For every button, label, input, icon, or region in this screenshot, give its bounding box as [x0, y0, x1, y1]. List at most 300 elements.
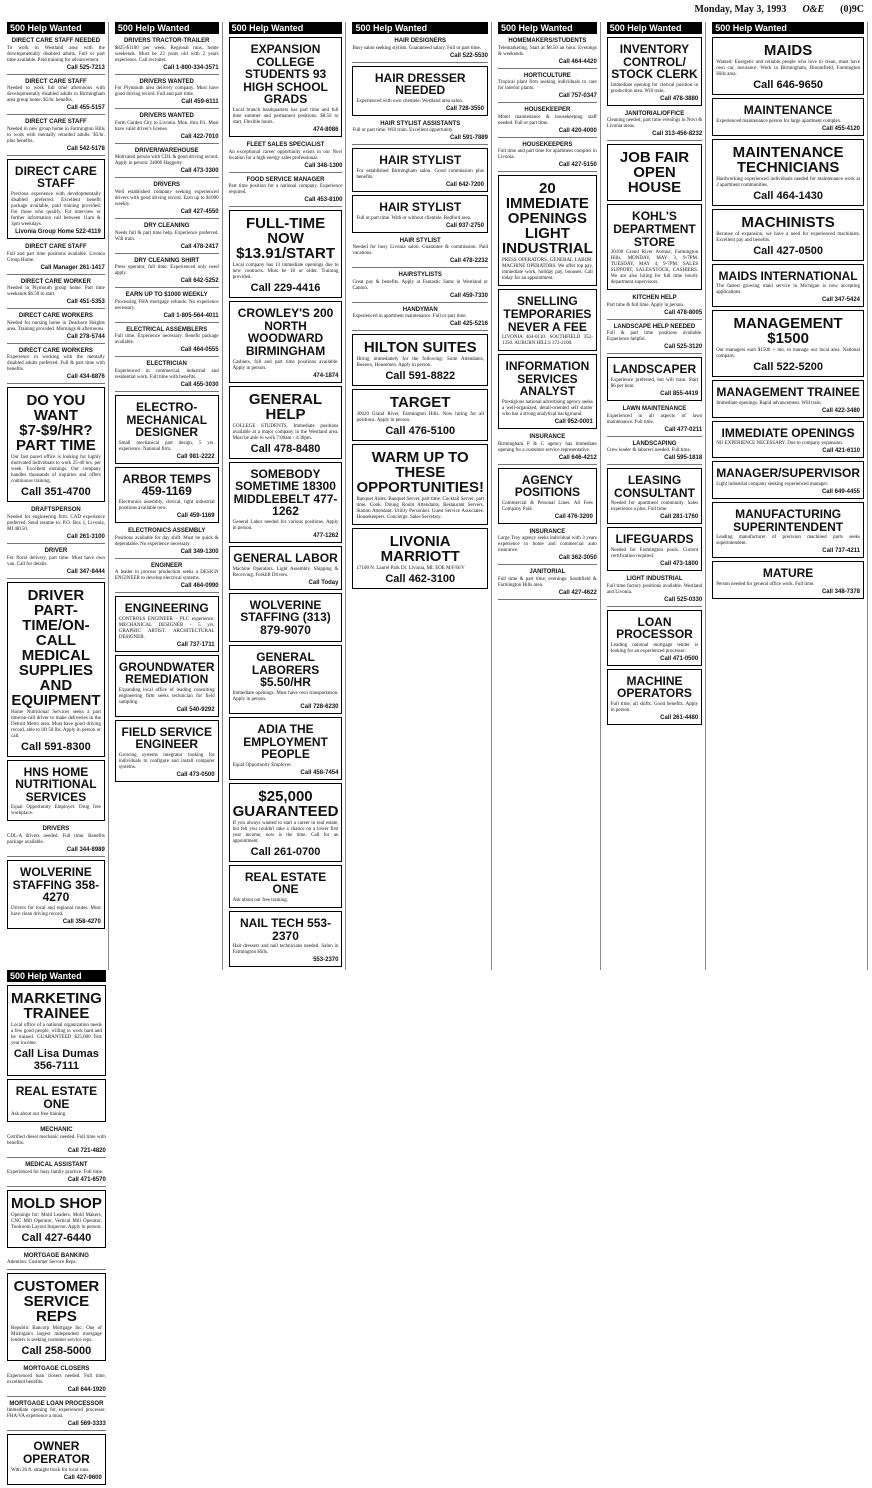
ad-title: MAINTENANCE TECHNICIANS — [732, 143, 844, 176]
ad-title: KITCHEN HELP — [632, 295, 677, 302]
ad-title: HAIR STYLIST — [399, 237, 441, 244]
classified-ad — [712, 461, 864, 499]
classified-ad — [7, 311, 105, 344]
ad-body: Local office of a national organization needs a few good people, willing to work hard and be trained. GUARANTEED $25,000 first year income. — [11, 1023, 102, 1047]
ad-title: DRIVER PART-TIME/ON-CALL MEDICAL SUPPLIES AND EQUIPMENT — [11, 586, 101, 709]
classified-ad — [7, 582, 105, 757]
classified-ad — [607, 37, 702, 106]
classified-ad — [498, 140, 597, 173]
classified-ad — [607, 610, 702, 666]
ad-phone: Call 522-5530 — [449, 52, 488, 59]
ad-phone: Call 347-5424 — [821, 297, 860, 304]
ad-title: LIFEGUARDS — [615, 532, 694, 547]
classified-ad — [115, 111, 219, 144]
classified-ad — [7, 117, 105, 156]
ad-body: Experienced with own clientele. Westland area salon. — [356, 98, 464, 104]
classified-ad — [7, 387, 105, 502]
classified-ad — [712, 421, 864, 459]
ad-body: For floral delivery, part time. Must have own van. Call for details. — [7, 555, 105, 567]
classified-ad — [7, 505, 105, 544]
ad-phone: Call 478-2417 — [180, 243, 219, 250]
classified-ad — [229, 593, 343, 643]
ad-title: FLEET SALES SPECIALIST — [246, 141, 325, 148]
classified-ad — [352, 236, 488, 269]
ad-phone: Call 261-0700 — [250, 845, 321, 858]
ad-body: Electronics assembly, clerical, light industrial positions available now. — [118, 499, 215, 511]
ad-title: DRIVERS WANTED — [139, 78, 194, 85]
ad-phone: Call 421-6110 — [822, 448, 860, 455]
ad-phone: Call 937-2750 — [445, 222, 484, 229]
ad-title: LANDSCAPING — [632, 440, 677, 447]
classified-ad — [115, 146, 219, 179]
ad-phone: Call 459-1169 — [176, 512, 215, 519]
classified-ad — [229, 386, 343, 459]
section-header: 500 Help Wanted — [115, 22, 219, 34]
ad-title: MACHINISTS — [741, 213, 835, 231]
classified-ad — [607, 144, 702, 201]
classified-ad — [352, 444, 488, 525]
ad-body: Prestigious national advertising agency seeks a well-organized, detail-oriented self starter who has a strong analytical background. — [501, 399, 593, 417]
ad-title: ADIA THE EMPLOYMENT PEOPLE — [243, 722, 328, 762]
ad-title: DRIVERS — [153, 182, 181, 189]
ad-phone: Call 344-8989 — [66, 846, 105, 853]
classified-ad — [352, 148, 488, 192]
ad-title: INSURANCE — [529, 433, 566, 440]
ad-title: MANAGER/SUPERVISOR — [716, 466, 860, 481]
ad-phone: Call 459-6111 — [181, 99, 219, 106]
ad-body: Needed for busy Livonia salon. Guarantee & commission. Paid vacations. — [352, 245, 488, 257]
classified-ad — [352, 305, 488, 332]
ad-body: Experience preferred, but will train. Start $6 per hour. — [610, 377, 699, 389]
ad-body: Processing FHA mortgage refunds. No experience necessary. — [114, 299, 219, 311]
ad-body: Drivers for local and regional routes. Must have clean driving record. — [11, 905, 101, 917]
classified-ad — [115, 256, 219, 289]
classified-ad — [352, 389, 488, 441]
ad-title: FULL-TIME NOW $13.91/START — [236, 215, 335, 263]
ad-body: Ask about our free training. — [232, 898, 289, 904]
classified-ad — [7, 1399, 106, 1432]
ad-body: Full time & part time, evenings. Southfield & Farmington Hills area. — [497, 576, 597, 588]
classified-ad — [7, 1160, 106, 1187]
ad-phone: Call 981-2222 — [176, 453, 215, 460]
classified-ad — [7, 242, 105, 275]
ad-body: Full or part time. Will train. Excellent opportunity. — [352, 128, 454, 134]
classified-ad — [498, 175, 597, 286]
ad-phone: Call 642-5252 — [180, 278, 219, 285]
publication-name: O&E — [802, 4, 825, 15]
ad-phone: Call 569-3333 — [67, 1421, 106, 1428]
ad-title: MEDICAL ASSISTANT — [25, 1162, 88, 1168]
page-number: (0)9C — [840, 4, 864, 15]
ad-body: For established Birmingham salon. Good commission plus benefits. — [356, 168, 484, 180]
classified-ad — [7, 760, 105, 822]
ad-title: HORTICULTURE — [523, 72, 571, 79]
ad-body: Previous experience with developmentally disabled preferred. Excellent benefit package available, paid training provided. For those who qualify. For interview or further information call between 11am & 3pm weekdays. — [11, 191, 101, 227]
column — [226, 22, 347, 970]
classified-ad — [115, 221, 219, 254]
ad-phone: Call 281-1760 — [660, 514, 699, 521]
classified-ad — [607, 293, 702, 320]
ad-phone: Call 540-9292 — [176, 706, 215, 713]
classified-ad — [7, 1125, 106, 1158]
ad-body: Part time position for a national company. Experience required. — [228, 184, 343, 196]
ad-title: AGENCY POSITIONS — [514, 472, 581, 500]
classified-ad — [498, 567, 597, 600]
ad-body: Equal Opportunity Employer. — [232, 762, 292, 768]
classified-ad — [712, 502, 864, 558]
ad-title: MOLD SHOP — [11, 1194, 102, 1212]
column — [349, 22, 492, 970]
ad-body: If you always wanted to start a career in real estate, but felt you couldn't take a chance on a lower first year income, now is the time. Call for an appointment. — [232, 820, 339, 844]
ad-body: Great pay & benefits. Apply at Fantastic Sams in Westland or Canton. — [352, 279, 488, 291]
ad-title: LANDSCAPER — [612, 362, 697, 377]
ad-phone: Call 525-0330 — [664, 596, 703, 603]
ad-phone: Call 347-8444 — [66, 568, 105, 575]
ad-phone: Call 464-4420 — [558, 58, 597, 65]
ad-body: Full and part time positions available. Livonia Group Home. — [7, 251, 105, 263]
classified-ad — [115, 180, 219, 219]
ad-phone: Call 351-4700 — [21, 486, 91, 499]
ad-phone: Call 642-7200 — [445, 181, 484, 188]
ad-phone: Call 473-3300 — [180, 168, 219, 175]
ad-title: LIVONIA MARRIOTT — [380, 533, 460, 566]
ad-phone: Call 464-1430 — [753, 189, 823, 202]
ad-title: DIRECT CARE WORKER — [20, 278, 91, 285]
classified-ad — [229, 717, 343, 780]
ad-title: MORTGAGE CLOSERS — [23, 1366, 90, 1373]
ad-phone: Call 471-6570 — [67, 1176, 106, 1183]
classified-ad — [352, 66, 488, 116]
ad-phone: Call 478-8480 — [250, 442, 321, 455]
classified-ad — [115, 290, 219, 323]
ad-title: CROWLEY'S 200 NORTH WOODWARD BIRMINGHAM — [237, 306, 334, 358]
ad-title: MANUFACTURING SUPERINTENDENT — [733, 506, 844, 534]
ad-body: Local branch headquarters has part time and full time summer and permanent positions. $8.50 to start. Flexible hours. — [232, 107, 339, 125]
ad-title: DIRECT CARE STAFF — [25, 119, 87, 126]
ad-body: Part time & full time. Apply in person. — [606, 302, 685, 308]
classified-ad — [115, 526, 219, 559]
ad-title: LANDSCAPE HELP NEEDED — [613, 323, 696, 330]
ad-body: Commercial & Personal Lines. All Fees Company Paid. — [501, 500, 593, 512]
ad-phone: Call 478-3880 — [660, 95, 699, 102]
classified-ad — [7, 1273, 106, 1361]
classified-ad — [607, 669, 702, 725]
ad-title: MAIDS — [763, 42, 813, 59]
ad-title: NAIL TECH 553-2370 — [239, 916, 332, 943]
classified-ad — [229, 140, 343, 173]
classified-ad — [498, 71, 597, 104]
classified-ad — [229, 546, 343, 590]
ad-phone: Call 591-8300 — [21, 740, 91, 753]
classified-ad — [712, 310, 864, 377]
ad-title: JANITORIAL — [529, 569, 566, 576]
ad-phone: Call 453-8100 — [304, 197, 343, 204]
ad-title: GROUNDWATER REMEDIATION — [118, 659, 215, 687]
ad-body: Cleaning needed, part time evenings in Novi & Livonia areas. — [606, 118, 703, 130]
classified-ad — [607, 527, 702, 571]
ad-body: Light industrial company seeking experienced manager. — [716, 481, 829, 487]
ad-body: Tropical plant firm seeking individuals to care for interior plants. — [497, 80, 597, 92]
ad-body: 30100 Grand River Avenue, Farmington Hills. MONDAY, MAY 3, 9-7PM. TUESDAY, MAY 4, 9-7PM. SALES SUPPORT, SALES/STOCK, CASHIERS. We are also hiring for full time hourly department supervisors. — [610, 250, 699, 286]
section-header: 500 Help Wanted — [498, 22, 597, 34]
classified-ad — [352, 334, 488, 386]
classified-ad — [115, 36, 219, 75]
ad-body: Hair dressers and nail technicians needed. Salon in Farmington Hills. — [232, 944, 339, 956]
ad-phone: Call 728-6230 — [300, 704, 339, 711]
classified-ad — [7, 36, 105, 75]
ad-body: NO EXPERIENCE NECESSARY. Due to company expansion. — [716, 441, 844, 447]
ad-phone: Call 855-4419 — [660, 390, 699, 397]
ad-phone: Call 952-0001 — [554, 418, 593, 425]
ad-title: ENGINEERING — [124, 601, 209, 616]
ad-body: Leading manufacturer of precision machined parts seeks superintendent. — [716, 535, 860, 547]
ad-phone: Call 455-3030 — [180, 381, 219, 388]
ad-title: ELECTRICIAN — [146, 361, 187, 368]
ad-phone: Call 649-4455 — [821, 488, 860, 495]
section-header: 500 Help Wanted — [352, 22, 488, 34]
ad-phone: Call 261-4480 — [660, 714, 699, 721]
ad-title: DRIVER — [44, 547, 68, 554]
ad-body: Experienced loan closers needed. Full time, excellent benefits. — [7, 1373, 106, 1385]
ad-phone: Call 455-4120 — [821, 125, 860, 132]
ad-body: Well established company seeking experienced drivers with good driving record. Earn up to $1000 weekly. — [114, 189, 219, 207]
ad-phone: Call 1-800-334-3571 — [163, 64, 219, 71]
classified-ad — [712, 561, 864, 599]
ad-body: Needed for apartment community. Sales experience a plus. Full time. — [610, 501, 699, 513]
ad-phone: Call 459-7330 — [449, 292, 488, 299]
ad-phone: Call 595-1818 — [664, 455, 703, 462]
ad-title: ELECTRONICS ASSEMBLY — [128, 527, 206, 534]
ad-phone: Call 458-7454 — [300, 769, 339, 776]
section-header: 500 Help Wanted — [229, 22, 343, 34]
ad-phone: Call 476-5100 — [385, 425, 456, 438]
ad-title: DO YOU WANT $7-$9/HR? PART TIME — [16, 392, 96, 455]
ad-title: EARN UP TO $1000 WEEKLY — [125, 292, 208, 299]
ad-phone: Call 471-0500 — [660, 655, 699, 662]
ad-title: DRAFTSPERSON — [31, 507, 81, 514]
ad-title: HOMEMAKERS/STUDENTS — [508, 38, 587, 44]
ad-body: With 26 ft. straight truck for local runs. — [11, 1467, 90, 1473]
ad-title: FOOD SERVICE MANAGER — [246, 176, 325, 183]
ad-title: FIELD SERVICE ENGINEER — [121, 724, 212, 752]
ad-body: Experience in working with the mentally disabled adults preferred. Full & part time with benefits. — [7, 355, 105, 373]
ad-phone: Call 464-0555 — [180, 347, 219, 354]
column — [4, 22, 109, 970]
ad-body: Needed to work full time afternoons with developmentally disabled adults in Birmingham area group home. $5/hr. benefits. — [7, 86, 105, 104]
issue-date: Monday, May 3, 1993 — [694, 4, 787, 15]
ad-title: TARGET — [389, 394, 451, 412]
classified-ad — [607, 439, 702, 466]
ad-title: MAIDS INTERNATIONAL — [718, 268, 858, 283]
ad-title: DIRECT CARE STAFF — [25, 78, 87, 85]
section-header: 500 Help Wanted — [7, 970, 106, 982]
ad-title: HAIR STYLIST — [379, 199, 462, 214]
ad-body: COLLEGE STUDENTS. Immediate positions available at a major company in the Westland area. Must be able to work 7:00am - 4:30pm. — [232, 423, 339, 441]
ad-body: A leader in process production seeks a DESIGN ENGINEER to develop electrical systems. — [114, 570, 219, 582]
classified-ad — [7, 1434, 106, 1484]
ad-phone: Call 477-0211 — [664, 426, 703, 433]
ad-body: An exceptional career opportunity exists in our Novi location for a high energy sales professional. — [228, 149, 343, 161]
ad-body: Republic Bancorp Mortgage Inc. One of Michigan's largest independent mortgage lenders is seeking customer service reps. — [11, 1326, 102, 1344]
classified-ad — [607, 574, 702, 607]
classified-ad — [712, 209, 864, 261]
classified-ad — [712, 139, 864, 206]
ad-body: Cashiers, full and part time positions available. Apply in person. — [232, 359, 339, 371]
ad-phone: Call 473-1800 — [660, 560, 699, 567]
ad-body: $825-$1100 per week. Regional runs, home weekends. Must be 23 years old with 2 years experience. Call recruiter. — [114, 45, 219, 63]
ad-phone: Call 422-3480 — [821, 407, 860, 414]
classified-ad — [498, 432, 597, 465]
classified-ad — [115, 720, 219, 782]
ad-body: Full & part time positions available. Experience helpful. — [606, 331, 703, 343]
ad-phone: Call 427-5150 — [558, 162, 597, 169]
classified-ad — [7, 985, 106, 1076]
classified-ad — [352, 270, 488, 303]
ad-phone: Call 464-0990 — [180, 583, 219, 590]
ad-phone: Call 422-7010 — [180, 133, 219, 140]
classified-ad — [352, 528, 488, 589]
ad-title: DRIVER/WAREHOUSE — [134, 147, 199, 154]
ad-phone: Call 721-4820 — [67, 1148, 106, 1154]
ad-body: Needed for nursing home in Dearborn Heights area. Training provided. Mornings & afternoons. — [7, 320, 105, 332]
ad-title: DIRECT CARE STAFF — [14, 163, 97, 191]
ad-phone: Call 478-8005 — [664, 309, 703, 316]
classified-ad — [607, 357, 702, 401]
ad-phone: Call 522-5200 — [753, 361, 823, 374]
ad-phone: 474-1874 — [313, 372, 339, 379]
ad-title: DRIVERS — [42, 826, 70, 833]
ad-phone: Call 313-456-8232 — [652, 131, 703, 138]
classified-ad — [7, 77, 105, 116]
ad-title: MATURE — [762, 566, 814, 581]
ad-phone: Call 348-7378 — [821, 588, 860, 595]
classified-ad — [712, 264, 864, 308]
ad-body: Immediate opening for experienced processor. FHA/VA experience a must. — [7, 1408, 106, 1420]
ad-title: EXPANSION COLLEGE STUDENTS 93 HIGH SCHOOL GRADS — [243, 42, 328, 107]
ad-body: Experienced in all aspects of lawn maintenance. Full time. — [606, 413, 703, 425]
column — [4, 970, 109, 1487]
ad-body: CONTROLS ENGINEER - PLC experience. MECHANICAL DESIGNER - 5 yrs. GRAPHIC ARTIST. ARCHITECTURAL DESIGNER. — [118, 616, 215, 640]
ad-title: REAL ESTATE ONE — [15, 1084, 98, 1111]
ad-title: DRY CLEANING — [144, 222, 190, 229]
ad-body: 17100 N. Laurel Park Dr. Livonia, MI. EOE M/F/H/V — [356, 566, 465, 572]
ad-title: DIRECT CARE STAFF NEEDED — [11, 38, 101, 44]
classified-ad — [498, 105, 597, 138]
ad-body: Local company has 13 immediate openings due to new contracts. Must be 18 or older. Training provided. — [232, 263, 339, 281]
classified-ad — [115, 77, 219, 110]
ad-title: KOHL'S DEPARTMENT STORE — [613, 209, 696, 249]
classified-ad — [498, 354, 597, 429]
ad-phone: Call 258-5000 — [21, 1345, 92, 1358]
ad-title: MORTGAGE BANKING — [23, 1252, 89, 1259]
classified-ad — [229, 645, 343, 714]
ad-body: Motel maintenance & housekeeping staff needed. Full or part time. — [497, 114, 597, 126]
ad-body: Wanted: Energetic and reliable people who love to clean, must have own car, insurance. Work in Birmingham, Bloomfield, Farmington Hills area. — [716, 60, 860, 77]
column — [604, 22, 706, 970]
classified-ad — [229, 175, 343, 208]
ad-body: Experienced in commercial, industrial and residential work. Full time with benefits. — [114, 368, 219, 380]
ad-phone: Call 462-3100 — [385, 573, 456, 586]
ad-body: Our fast paced office is looking for highly motivated individuals to work 25-40 hrs. per week. Excellent earnings. Our company handles thousands of inquiries and offers continuous training. — [11, 455, 101, 485]
ad-title: WARM UP TO THESE OPPORTUNITIES! — [356, 449, 484, 497]
ad-phone: Call Today — [308, 579, 339, 586]
ad-phone: Call 425-5216 — [449, 321, 488, 328]
ad-phone: Call 427-4550 — [180, 208, 219, 215]
ad-title: WOLVERINE STAFFING (313) 879-9070 — [240, 597, 331, 637]
ad-body: CDL-A drivers needed. Full time. Benefits package available. — [7, 833, 105, 845]
section-header: 500 Help Wanted — [7, 22, 105, 34]
ad-title: JANITORIAL/OFFICE — [624, 110, 685, 117]
ad-title: LEASING CONSULTANT — [614, 473, 695, 500]
ad-title: ELECTRICAL ASSEMBLERS — [126, 326, 208, 333]
classified-ad — [229, 911, 343, 967]
ad-title: ELECTRO-MECHANICAL DESIGNER — [126, 399, 208, 440]
ad-title: CUSTOMER SERVICE REPS — [13, 1278, 100, 1326]
ad-phone: Call 358-4270 — [62, 918, 101, 925]
ad-title: REAL ESTATE ONE — [244, 869, 327, 897]
ad-body: Banquet Aides. Banquet Server, part time. Cocktail Server, part time. Cook. Dining Room Attendants. Restaurant Servers. Station Attendant. Utility Personnel. Guest Service Associates. Housekeepers. Concierge. Sales Secretary. — [356, 497, 484, 521]
ad-phone: Call 525-3120 — [664, 344, 703, 351]
ad-body: Needed in Plymouth group home. Part time weekends $6.50 to start. — [7, 286, 105, 298]
ad-phone: Call 427-6440 — [21, 1231, 92, 1244]
ad-body: Full time factory positions available. Westland and Livonia. — [606, 583, 703, 595]
ad-body: Home Nutritional Services seeks a part time/on-call driver to make deliveries in the Detroit Metro area. Must have good driving record, able to lift 50 lbs. Apply in person or call. — [11, 709, 101, 739]
ad-title: DRIVERS TRACTOR-TRAILER — [123, 38, 210, 44]
ad-title: INFORMATION SERVICES ANALYST — [505, 359, 590, 399]
classified-ad — [607, 322, 702, 355]
ad-title: DIRECT CARE STAFF — [25, 243, 87, 250]
ad-title: GENERAL LABORERS $5.50/HR — [251, 650, 320, 690]
ad-body: Expanding local office of leading consulting engineering firm seeks technician for field sampling. — [118, 687, 215, 705]
ad-body: Full time and part time for apartment complex in Livonia. — [497, 149, 597, 161]
ad-phone: Call 427-9600 — [63, 1474, 102, 1481]
ad-body: Full or part time. With or without clientele. Redford area. — [356, 215, 472, 221]
classified-ad — [229, 301, 343, 382]
ad-phone: Call 455-5157 — [66, 105, 105, 112]
ad-title: MANAGEMENT $1500 — [733, 315, 843, 348]
classified-ad — [712, 37, 864, 95]
ad-body: Hiring immediately for the following: Suite Attendants, Bussers, Housemen. Apply in person. — [356, 357, 484, 369]
ad-title: WOLVERINE STAFFING 358-4270 — [12, 864, 100, 905]
ad-phone: Call 728-3550 — [445, 105, 484, 112]
ad-title: HAIR DRESSER NEEDED — [374, 70, 466, 98]
ad-title: HOUSEKEEPERS — [522, 141, 573, 148]
ad-title: HOUSEKEEPER — [524, 107, 571, 114]
ad-body: Full time, all shifts. Good benefits. Apply in person. — [610, 701, 699, 713]
ad-title: MORTGAGE LOAN PROCESSOR — [9, 1400, 104, 1407]
classified-ad — [607, 404, 702, 437]
ad-body: Equal Opportunity Employer. Drug free workplace. — [11, 805, 101, 817]
ad-title: INVENTORY CONTROL/ STOCK CLERK — [611, 42, 698, 82]
classified-ad — [607, 468, 702, 524]
classified-ad — [7, 1190, 106, 1248]
ad-body: Form Garden City to Livonia. Mon. thru Fri. Must have valid driver's license. — [114, 120, 219, 132]
classified-ad — [229, 462, 343, 543]
ad-body: PRESS OPERATORS. GENERAL LABOR. MACHINE OPERATORS. We offer top pay, immediate work, holiday pay, bonuses. Call today for an appointment. — [501, 258, 593, 282]
ad-body: Immediate opening for clerical position in production area. Will train. — [610, 82, 699, 94]
ad-title: $25,000 GUARANTEED — [232, 787, 339, 820]
ad-body: General Labor needed for various positions. Apply in person. — [232, 519, 339, 531]
ad-title: DRIVERS WANTED — [139, 113, 194, 120]
classified-ad — [7, 860, 105, 929]
ad-phone: Call Manager 261-1417 — [40, 264, 105, 271]
ad-body: Attention: Customer Service Reps. — [7, 1260, 77, 1266]
ad-title: DRY CLEANING SHIRT — [134, 257, 200, 264]
section-header: 500 Help Wanted — [607, 22, 702, 34]
ad-phone: Call 427-4622 — [558, 589, 597, 596]
ad-body: Positions available for day shift. Must be quick & dependable. No experience necessary. — [114, 535, 219, 547]
ad-phone: Call 229-4416 — [250, 282, 321, 295]
